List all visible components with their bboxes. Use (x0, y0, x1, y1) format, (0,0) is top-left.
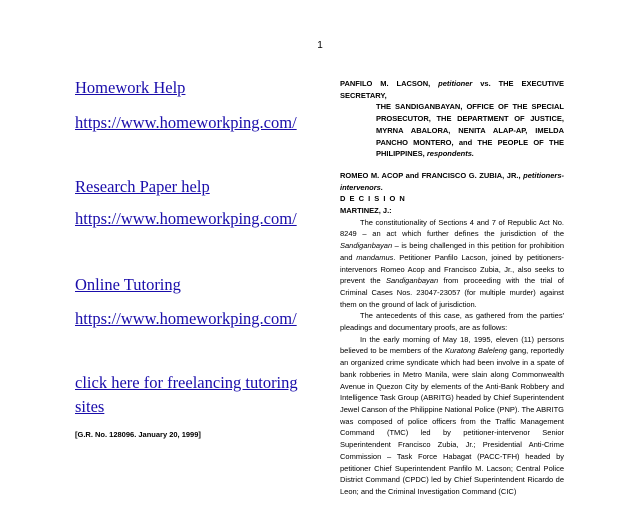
caption-versus: vs. THE EXECUTIVE SECRETARY, (340, 79, 564, 100)
intervenors-names: ROMEO M. ACOP and FRANCISCO G. ZUBIA, JR., (340, 170, 521, 180)
page-number: 1 (317, 40, 323, 51)
online-tutoring-link[interactable]: Online Tutoring (75, 275, 181, 294)
paragraph-1 (340, 217, 564, 311)
paragraph-3 (340, 334, 564, 498)
caption-respondents-label: respondents. (426, 149, 474, 159)
caption-respondents-block (340, 101, 564, 160)
p3-text-b: gang, reportedly an organized crime syndicate which had been involve in a spate of bank robberies in Metro Manila, were slain along Commonwealth Avenue in Quezon City by elements of the Anti-Bank Robbery and Intelligence Task Group (ABRITG) headed by Chief Superintendent Jewel Canson of the Philippine National Police (PNP). The ABRITG was composed of police officers from the Traffic Management Command (TMC) led by petitioner-intervenor Senior Superintendent Francisco Zubia, Jr.; Presidential Anti-Crime Commission – Task Force Habagat (PACC-TFH) headed by petitioner Chief Superintendent Panfilo M. Lacson; Central Police District Command (CPDC) led by Chief Superintendent Ricardo de Leon; and the Criminal Investigation Command (CIC) (340, 346, 564, 496)
p3-text-a: In the early morning of May 18, 1995, eleven (11) persons believed to be members of the (340, 334, 564, 356)
ponente: MARTINEZ, J.: (340, 206, 392, 216)
research-paper-help-link[interactable]: Research Paper help (75, 177, 210, 196)
homework-help-link[interactable]: Homework Help (75, 78, 186, 97)
p1-text-a: The constitutionality of Sections 4 and 7 of Republic Act No. 8249 – an act which further defines the jurisdiction of the (340, 217, 564, 239)
paragraph-2: The antecedents of this case, as gathered from the parties' pleadings and documentary proofs, are as follows: (340, 311, 564, 333)
homeworkping-url-link-3[interactable]: https://www.homeworkping.com/ (75, 309, 297, 328)
homeworkping-url-link-2[interactable]: https://www.homeworkping.com/ (75, 209, 297, 228)
p1-text-c: . Petitioner Panfilo Lacson, joined by petitioners-intervenors Romeo Acop and Francisco Zubia, Jr., also seeks to prevent the (340, 252, 564, 286)
p1-text-d: from proceeding with the trial of Criminal Cases Nos. 23047-23057 (for multiple murder) against them on the ground of lack of jurisdiction. (340, 276, 564, 309)
intervenors-label: petitioners-intervenors. (340, 170, 565, 192)
p1-mandamus: mandamus (356, 252, 394, 262)
caption-petitioner-name: PANFILO M. LACSON, (340, 79, 431, 88)
decision-text-column (340, 78, 564, 498)
caption-petitioner-label: petitioner (438, 79, 473, 88)
p1-sandiganbayan-2: Sandiganbayan (386, 276, 439, 286)
p1-sandiganbayan: Sandiganbayan (340, 241, 393, 251)
p3-gang-name: Kuratong Baleleng (444, 346, 508, 356)
p1-text-b: – is being challenged in this petition for prohibition and (340, 241, 564, 262)
intervenors-line (340, 170, 564, 193)
caption-respondents-names: THE SANDIGANBAYAN, OFFICE OF THE SPECIAL PROSECUTOR, THE DEPARTMENT OF JUSTICE, MYRNA ABALORA, NENITA ALAP-AP, IMELDA PANCHO MONTERO, and THE PEOPLE OF THE PHILIPPINES, (376, 102, 564, 159)
decision-heading: D E C I S I O N (340, 194, 406, 204)
homeworkping-url-link-1[interactable]: https://www.homeworkping.com/ (75, 113, 297, 132)
freelancing-tutoring-link[interactable]: click here for freelancing tutoring (75, 373, 298, 392)
case-citation: [G.R. No. 128096. January 20, 1999] (75, 430, 201, 439)
case-caption (340, 78, 564, 160)
freelancing-sites-link[interactable]: sites (75, 397, 105, 416)
